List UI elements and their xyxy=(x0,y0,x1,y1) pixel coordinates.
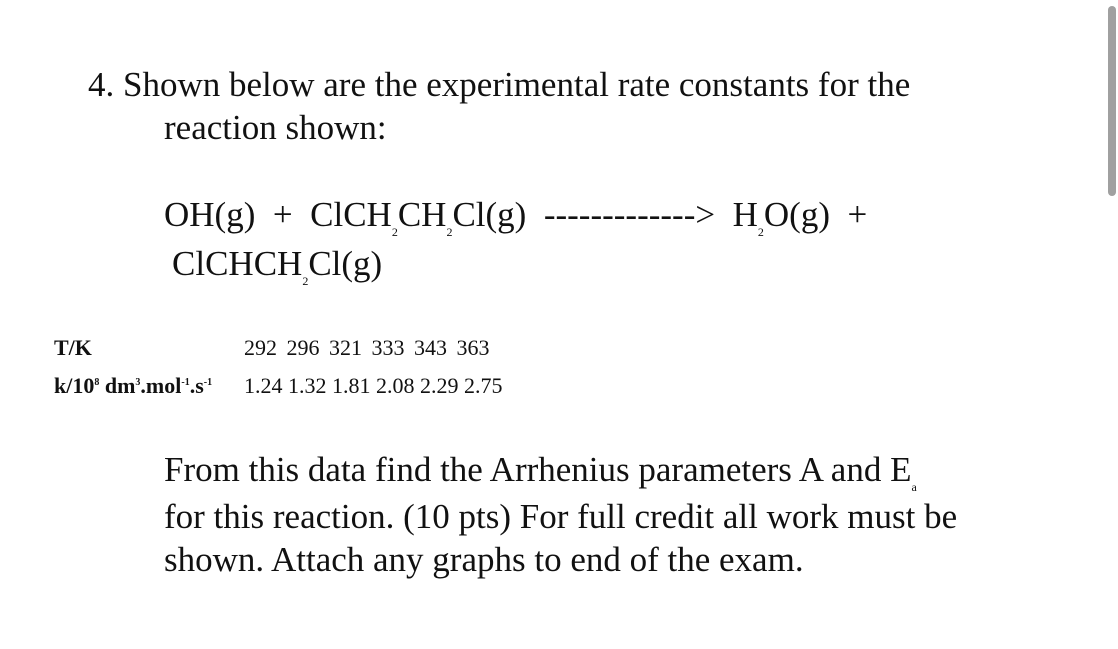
reactant-oh: OH(g) xyxy=(164,195,256,234)
instruction-line1: From this data find the Arrhenius parameters A and $E_a$ xyxy=(164,450,917,494)
instruction-line3: shown. Attach any graphs to end of the exam. xyxy=(164,540,804,579)
product-water: $H_2O(g)$ xyxy=(732,195,830,239)
question-text-line2: reaction shown: xyxy=(164,108,387,147)
reaction-arrow: -------------> xyxy=(543,195,716,234)
vertical-scrollbar[interactable] xyxy=(1105,0,1118,649)
temperature-values: 292 296 321 333 343 363 xyxy=(244,335,490,360)
scrollbar-thumb[interactable] xyxy=(1108,6,1116,196)
reaction-equation-line2 xyxy=(172,243,383,288)
plus-sign: + xyxy=(272,195,293,234)
temperature-label: T/K xyxy=(54,335,92,360)
rate-constant-label: $k/10^8$ $dm^3.mol^{-1}.s^{-1}$ xyxy=(54,373,213,398)
reactant-dichloroethane: $ClCH_2CH_2Cl(g)$ xyxy=(310,195,527,239)
plus-sign: + xyxy=(847,195,868,234)
question-text-line1: 4. Shown below are the experimental rate constants for the xyxy=(88,65,911,104)
rate-constant-values: 1.24 1.32 1.81 2.08 2.29 2.75 xyxy=(244,373,503,398)
instruction-line2: for this reaction. (10 pts) For full credit all work must be xyxy=(164,497,958,536)
product-chloroethyl-radical: ClCHCH$_2$Cl(g) xyxy=(172,244,383,288)
reaction-equation-line1 xyxy=(164,194,868,239)
